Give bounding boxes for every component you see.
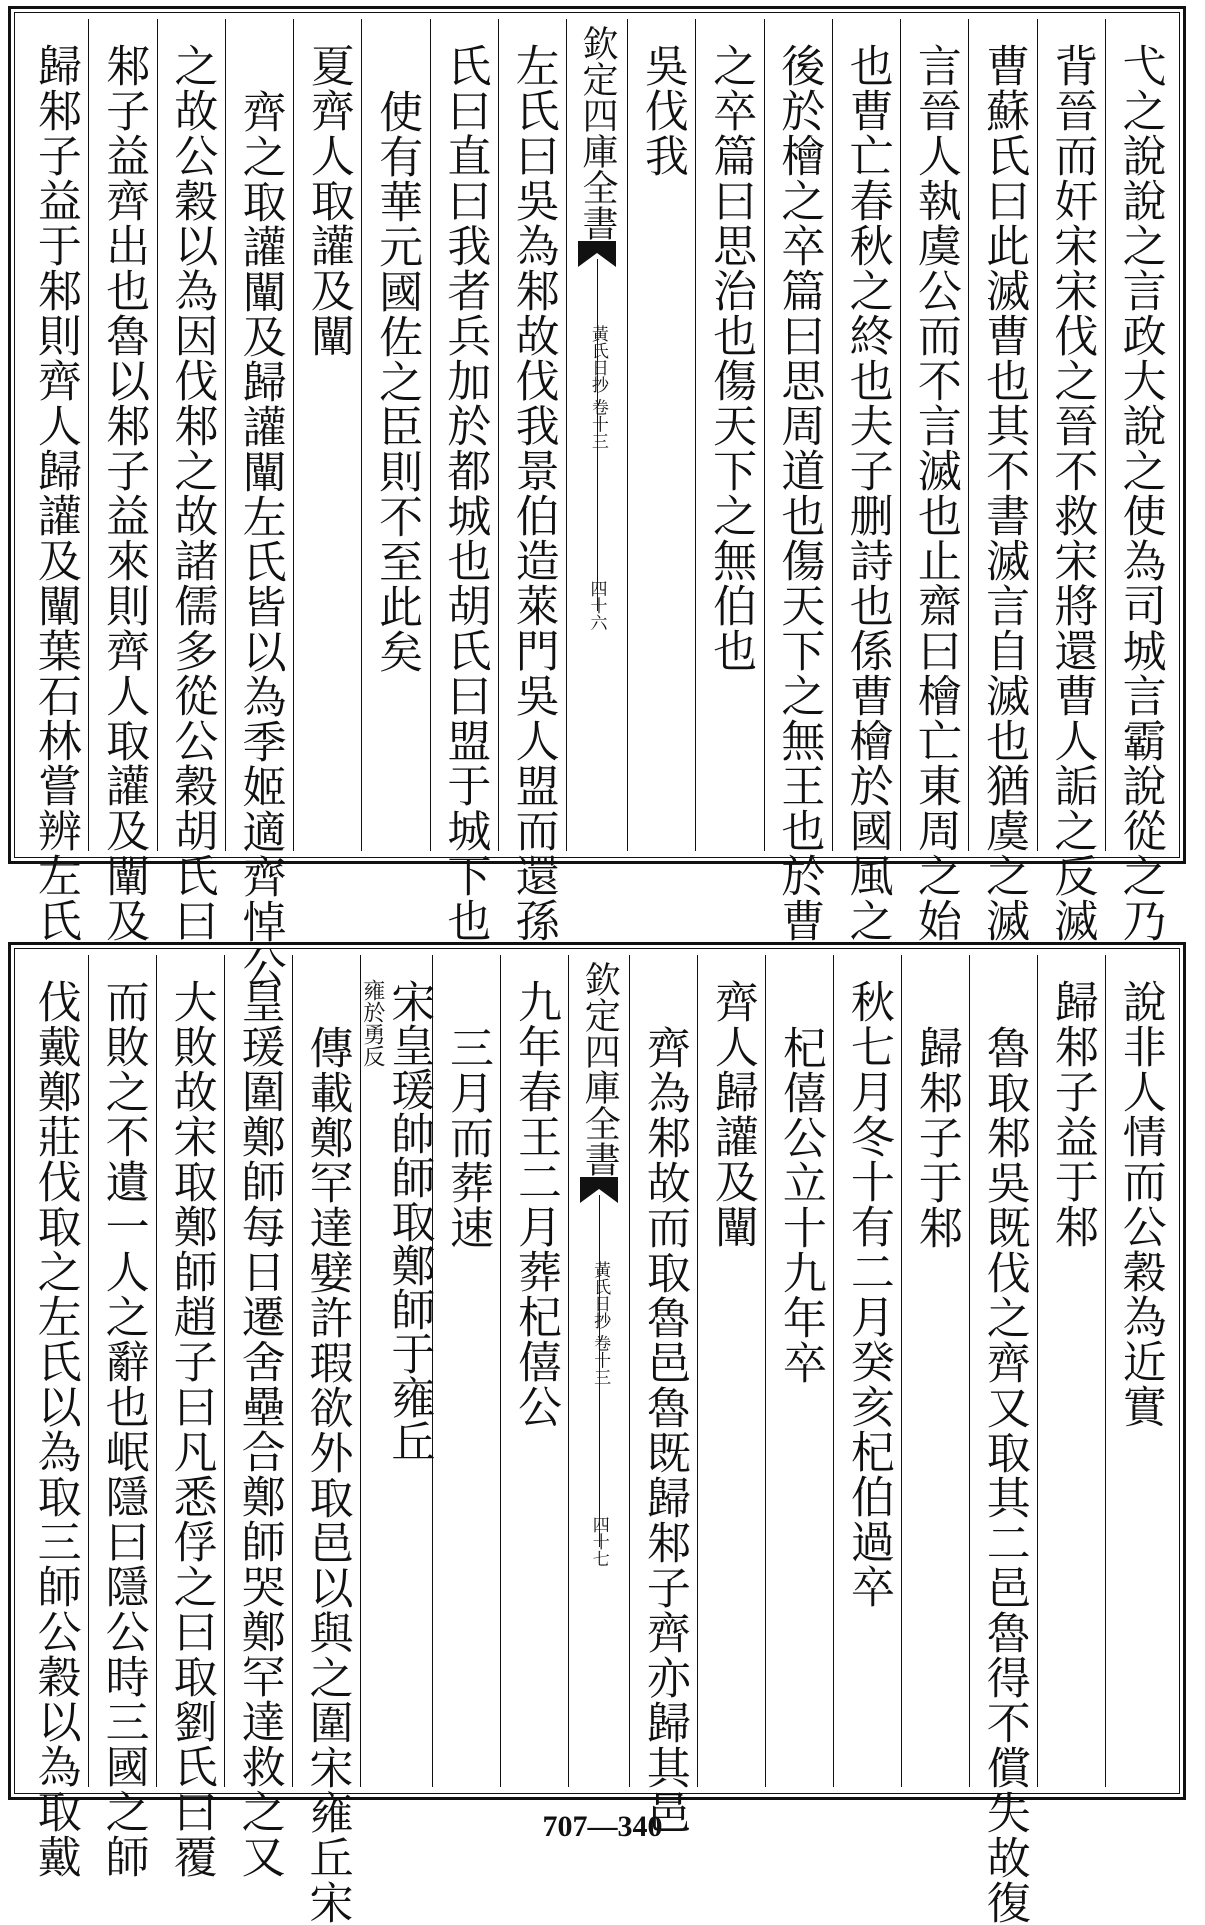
center-gutter	[568, 955, 629, 1787]
gutter-volume: 卷十三	[587, 398, 608, 450]
column-text: 背晉而奸宋宋伐之晉不救宋將還曹人詬之反滅	[1046, 43, 1098, 943]
gutter-title: 欽定四庫全書	[579, 961, 621, 1177]
text-column	[21, 955, 88, 1879]
gutter-page-number: 四十六	[586, 580, 607, 631]
column-text: 而敗之不遺一人之辭也岷隱曰隱公時三國之師	[97, 979, 149, 1879]
column-text: 吳伐我	[636, 43, 688, 178]
text-column	[88, 19, 156, 943]
column-text: 也曹亡春秋之終也夫子删詩也係曹檜於國風之	[841, 43, 893, 943]
text-column	[765, 955, 833, 1787]
column-text: 齊人歸讙及闡	[706, 979, 758, 1249]
text-column	[430, 19, 498, 943]
gutter-book-title	[588, 325, 606, 449]
column-text: 九年春王二月葬杞僖公	[509, 979, 561, 1429]
gutter-page-number: 四十七	[588, 1516, 609, 1567]
text-column	[498, 19, 566, 943]
column-text: 伐戴鄭莊伐取之左氏以為取三師公穀以為取戴	[29, 979, 81, 1879]
text-column	[432, 955, 500, 1787]
interlinear-note: 雍於勇反	[359, 979, 385, 1067]
text-column	[627, 19, 695, 851]
page-footer-number: 707—340	[542, 1810, 663, 1843]
column-text: 說非人情而公穀為近實	[1114, 979, 1166, 1429]
text-column	[225, 19, 293, 989]
top-text-columns	[21, 19, 1173, 989]
column-text: 邾子益齊出也魯以邾子益來則齊人取讙及闡及	[98, 43, 150, 943]
column-text: 歸邾子益于邾則齊人歸讙及闡葉石林嘗辨左氏	[29, 43, 81, 943]
column-text: 皇瑗圍鄭師每日遷舍壘合鄭師哭鄭罕達救之又	[233, 979, 285, 1879]
column-text: 齊為邾故而取魯邑魯既歸邾子齊亦歸其邑	[638, 1025, 690, 1835]
text-column	[629, 955, 697, 1835]
gutter-book: 黃氏日抄	[590, 1261, 611, 1329]
column-text: 大敗故宋取鄭師趙子曰凡悉俘之曰取劉氏曰覆	[165, 979, 217, 1879]
column-text-with-note	[359, 955, 435, 1787]
column-text: 曹蘇氏曰此滅曹也其不書滅言自滅也猶虞之滅	[978, 43, 1030, 943]
text-column	[901, 955, 969, 1787]
column-text: 宋皇瑗帥師取鄭師于雍丘	[383, 979, 435, 1463]
column-text: 三月而葬速	[441, 1025, 493, 1250]
text-column	[764, 19, 832, 943]
text-column	[900, 19, 968, 943]
column-text: 使有華元國佐之臣則不至此矣	[371, 89, 423, 674]
column-text: 傳載鄭罕達嬖許瑕欲外取邑以與之圍宋雍丘宋	[301, 1025, 353, 1925]
text-column	[833, 955, 901, 1787]
gutter-book-title	[590, 1261, 611, 1386]
column-text: 齊之取讙闡及歸讙闡左氏皆以為季姬適齊悼公	[234, 89, 286, 989]
text-column	[293, 19, 361, 851]
column-text: 杞僖公立十九年卒	[774, 1025, 826, 1385]
top-page-frame	[8, 6, 1186, 989]
gutter-volume: 卷十三	[590, 1334, 611, 1386]
text-column	[1037, 955, 1105, 1787]
center-gutter	[566, 19, 627, 851]
column-text: 魯取邾吳既伐之齊又取其二邑魯得不償失故復	[978, 1025, 1030, 1925]
column-text: 歸邾子益于邾	[1046, 979, 1098, 1249]
column-text: 之故公穀以為因伐邾之故諸儒多從公穀胡氏曰	[166, 43, 218, 943]
text-column	[21, 19, 88, 943]
column-text: 之卒篇曰思治也傷天下之無伯也	[705, 43, 757, 673]
text-column	[1105, 955, 1173, 1787]
text-column	[1037, 19, 1105, 943]
gutter-book: 黃氏日抄	[587, 325, 608, 393]
text-column	[156, 955, 224, 1879]
column-text: 秋七月冬十有二月癸亥杞伯過卒	[842, 979, 894, 1609]
text-column	[695, 19, 763, 851]
column-text: 左氏曰吳為邾故伐我景伯造萊門吳人盟而還孫	[507, 43, 559, 943]
column-text: 言晉人執虞公而不言滅也止齋曰檜亡東周之始	[909, 43, 961, 943]
column-text: 氏曰直曰我者兵加於都城也胡氏曰盟于城下也	[439, 43, 491, 943]
text-column	[500, 955, 568, 1787]
text-column	[359, 955, 435, 1787]
text-column	[292, 955, 360, 1925]
text-column	[157, 19, 225, 943]
text-column	[88, 955, 156, 1879]
text-column	[1105, 19, 1173, 943]
column-text: 後於檜之卒篇曰思周道也傷天下之無王也於曹	[773, 43, 825, 943]
column-text: 夏齊人取讙及闡	[302, 43, 354, 358]
text-column	[832, 19, 900, 943]
text-column	[697, 955, 765, 1787]
gutter-title: 欽定四庫全書	[577, 25, 618, 241]
column-text: 弋之說說之言政大說之使為司城言霸說從之乃	[1114, 43, 1166, 943]
text-column	[224, 955, 292, 1879]
text-column	[969, 955, 1037, 1925]
column-text: 歸邾子于邾	[910, 1025, 962, 1250]
text-column	[968, 19, 1036, 943]
text-column	[361, 19, 429, 851]
